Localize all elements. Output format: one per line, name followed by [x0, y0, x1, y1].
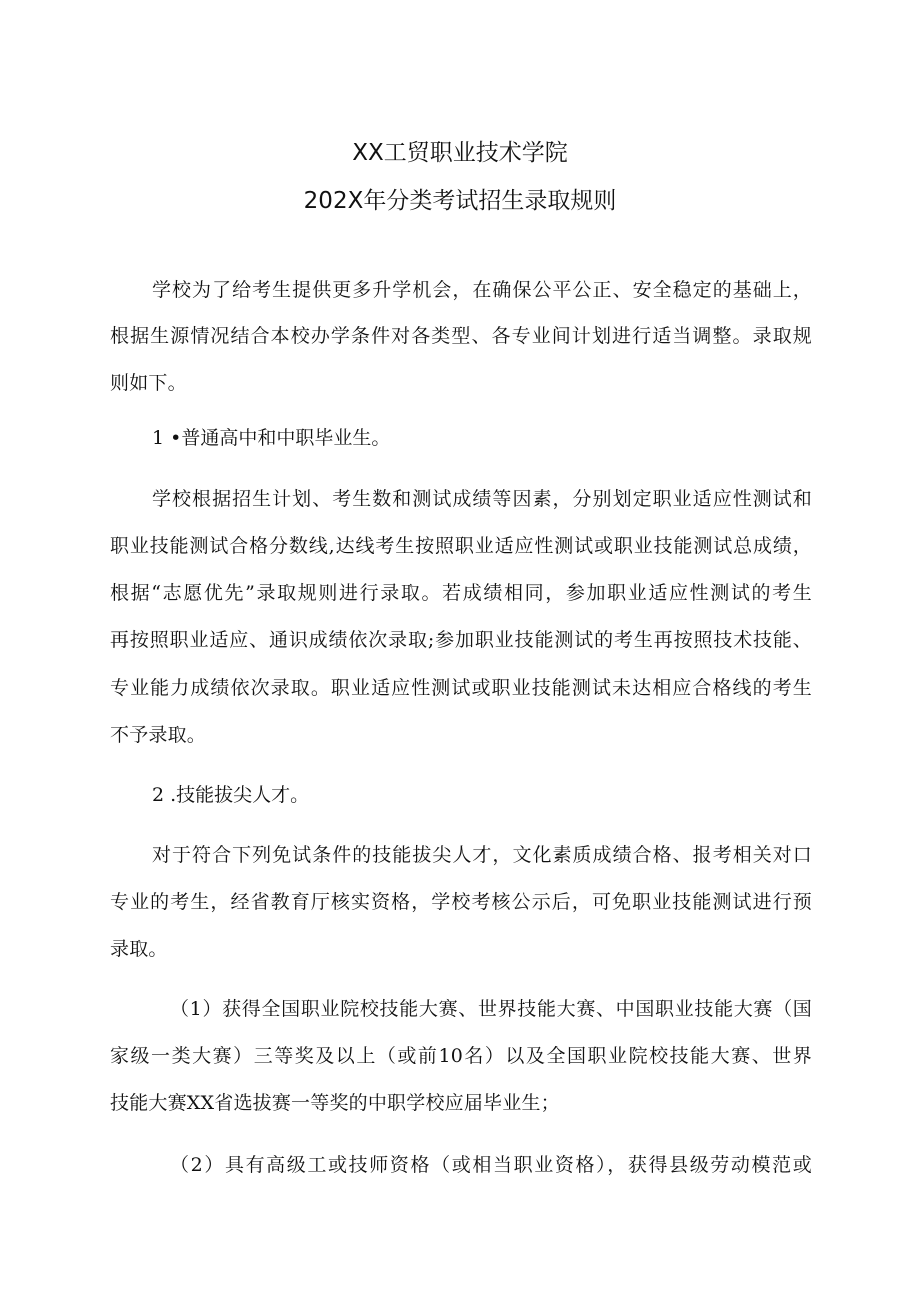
section-1-line: 专业能力成绩依次录取。职业适应性测试或职业技能测试未达相应合格线的考生 [110, 677, 812, 699]
item-2-line: （2）具有高级工或技师资格（或相当职业资格），获得县级劳动模范或 [170, 1154, 812, 1176]
intro-line: 根据生源情况结合本校办学条件对各类型、各专业间计划进行适当调整。录取规 [110, 325, 812, 347]
section-1-line: 再按照职业适应、通识成绩依次录取;参加职业技能测试的考生再按照技术技能、 [110, 629, 812, 651]
section-1-line: 根据“志愿优先”录取规则进行录取。若成绩相同，参加职业适应性测试的考生 [110, 582, 812, 604]
school-name-title: XX工贸职业技术学院 [352, 140, 568, 166]
item-1-line: 家级一类大赛）三等奖及以上（或前10名）以及全国职业院校技能大赛、世界 [110, 1045, 812, 1067]
item-1-line: （1）获得全国职业院校技能大赛、世界技能大赛、中国职业技能大赛（国 [170, 998, 812, 1020]
document-title: 202X年分类考试招生录取规则 [303, 188, 617, 214]
intro-line: 学校为了给考生提供更多升学机会，在确保公平公正、安全稳定的基础上， [152, 279, 812, 301]
intro-line: 则如下。 [110, 372, 187, 394]
section-2-heading: 2 .技能拔尖人才。 [152, 784, 310, 806]
section-2-line: 录取。 [110, 938, 168, 960]
section-1-line: 职业技能测试合格分数线,达线考生按照职业适应性测试或职业技能测试总成绩， [110, 535, 812, 557]
section-2-line: 对于符合下列免试条件的技能拔尖人才，文化素质成绩合格、报考相关对口 [152, 844, 812, 866]
item-1-line: 技能大赛XX省选拔赛一等奖的中职学校应届毕业生； [110, 1092, 560, 1114]
section-2-line: 专业的考生，经省教育厅核实资格，学校考核公示后，可免职业技能测试进行预 [110, 891, 812, 913]
section-1-line: 学校根据招生计划、考生数和测试成绩等因素，分别划定职业适应性测试和 [152, 488, 812, 510]
section-1-line: 不予录取。 [110, 724, 207, 746]
section-1-heading: 1 •普通高中和中职毕业生。 [152, 427, 391, 449]
